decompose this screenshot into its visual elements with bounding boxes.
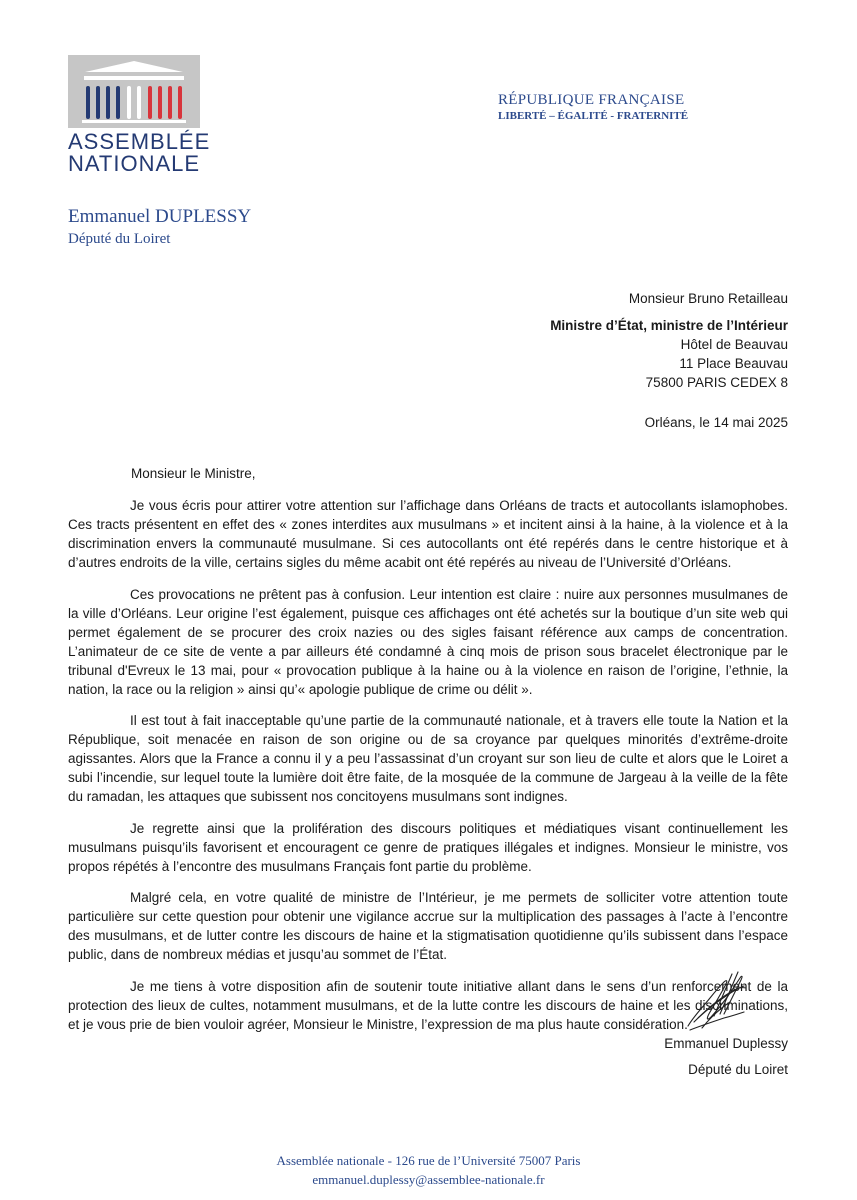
- paragraph: Malgré cela, en votre qualité de ministre de l’Intérieur, je me permets de solliciter votre attention toute particulière sur cette question pour obtenir une vigilance accrue sur la multiplication des passages à l’acte à l’encontre des musulmans, et de lutter contre les discours de haine et la stigmatisation quotidienne qu’ils subissent dans l’espace public, dans de nombreux médias et jusqu’au sommet de l’État.: [68, 890, 788, 962]
- salutation: Monsieur le Ministre,: [131, 466, 256, 481]
- letter-date: Orléans, le 14 mai 2025: [644, 415, 788, 430]
- republic-motto: LIBERTÉ – ÉGALITÉ - FRATERNITÉ: [498, 110, 689, 122]
- recipient-name: Monsieur Bruno Retailleau: [628, 291, 788, 306]
- paragraph: Ces provocations ne prêtent pas à confusion. Leur intention est claire : nuire aux personnes musulmanes de la ville d’Orléans. Leur origine l’est également, puisque ces affichages ont été achetés sur la boutique d’un site web qui permet également de se procurer des croix nazies ou des sigles faisant référence aux camps de concentration. L’animateur de ce site de vente a par ailleurs été condamné à cinq mois de prison sous bracelet électronique par le tribunal d'Evreux le 13 mai, pour « provocation publique à la haine ou à la violence en raison de l’origine, l’ethnie, la nation, la race ou la religion » ainsi qu’« apologie publique de crime ou délit ».: [68, 586, 788, 697]
- republic-heading: RÉPUBLIQUE FRANÇAISE: [498, 92, 685, 108]
- recipient-address-line-3: 75800 PARIS CEDEX 8: [645, 375, 788, 390]
- author-title: Député du Loiret: [68, 231, 171, 247]
- recipient-role: Ministre d’État, ministre de l’Intérieur: [550, 318, 788, 333]
- footer-email[interactable]: emmanuel.duplessy@assemblee-nationale.fr: [312, 1172, 545, 1187]
- recipient-address-line-1: Hôtel de Beauvau: [680, 337, 788, 352]
- paragraph: Je regrette ainsi que la prolifération des discours politiques et médiatiques visant continuellement les musulmans puisqu’ils favorisent et encouragent ce genre de pratiques illégales et indignes. Monsieur le ministre, vos propos répétés à l’encontre des musulmans Français font partie du problème.: [68, 820, 788, 874]
- handwritten-signature: [680, 968, 755, 1038]
- assemblee-nationale-logo: [68, 55, 211, 176]
- paragraph: Je me tiens à votre disposition afin de soutenir toute initiative allant dans le sens d’un renforcement de la protection des lieux de cultes, notamment musulmans, et de la lutte contre les discours de haine et les discriminations, et je vous prie de bien vouloir agréer, Monsieur le Ministre, l’expression de ma plus haute considération.: [68, 978, 788, 1032]
- letter-body: [68, 496, 788, 1046]
- hemicycle-emblem: [68, 55, 200, 128]
- paragraph: Je vous écris pour attirer votre attention sur l’affichage dans Orléans de tracts et autocollants islamophobes. Ces tracts présentent en effet des « zones interdites aux musulmans » et incitent ainsi à la haine, à la violence et à la discrimination envers la communauté musulmane. Si ces autocollants ont été repérés dans le centre historique et à d’autres endroits de la ville, certains sigles du même acabit ont été repérés au niveau de l’Université d’Orléans.: [68, 498, 788, 570]
- author-name: Emmanuel DUPLESSY: [68, 206, 252, 227]
- paragraph: Il est tout à fait inacceptable qu’une partie de la communauté nationale, et à travers elle toute la Nation et la République, soit menacée en raison de son origine ou de sa croyance par quelques minorités d’extrême-droite agissantes. Alors que la France a connu il y a peu l’assassinat d’un croyant sur son lieu de culte et alors que le Loiret a subi l’incendie, sur lequel toute la lumière doit être faite, de la mosquée de la commune de Jargeau à la veille de la fête du ramadan, les attaques que subissent nos concitoyens musulmans sont indignes.: [68, 713, 788, 804]
- closing-name: Emmanuel Duplessy: [664, 1036, 788, 1051]
- closing-title: Député du Loiret: [688, 1062, 788, 1077]
- recipient-address-line-2: 11 Place Beauvau: [679, 356, 788, 371]
- logo-line-2: NATIONALE: [68, 151, 201, 176]
- footer-address: Assemblée nationale - 126 rue de l’Université 75007 Paris: [276, 1153, 581, 1168]
- logo-line-1: ASSEMBLÉE: [68, 129, 211, 154]
